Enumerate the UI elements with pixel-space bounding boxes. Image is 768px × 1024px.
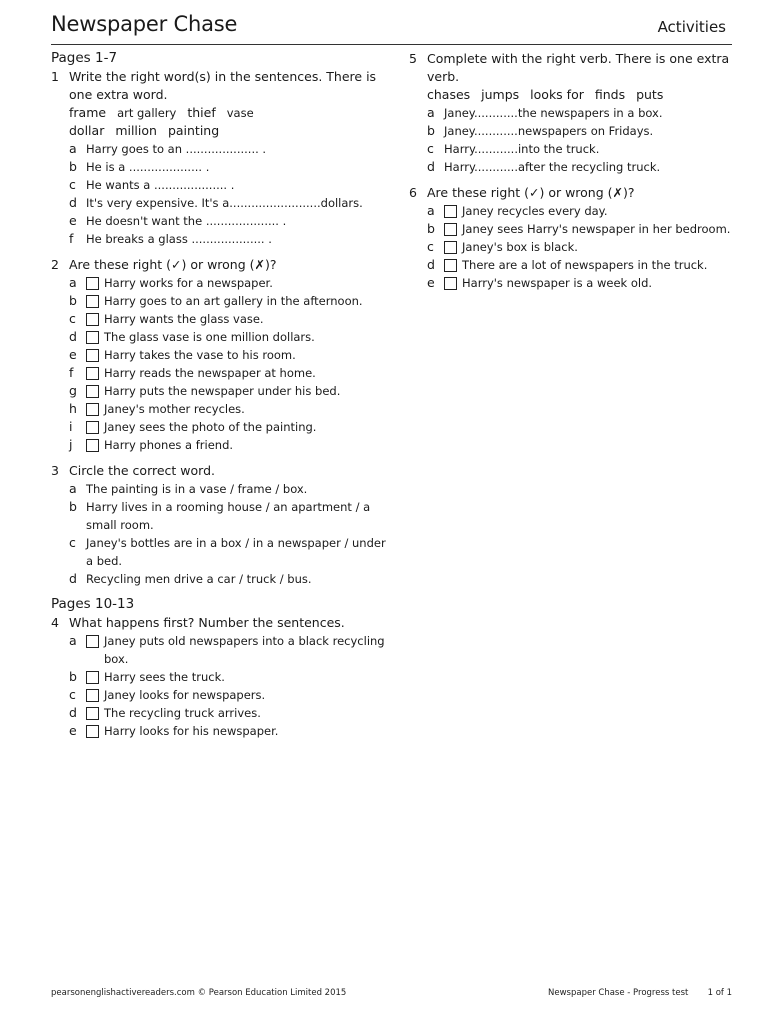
item-text: Harry works for a newspaper. bbox=[104, 276, 273, 290]
item-text: Janey's mother recycles. bbox=[104, 402, 245, 416]
question-number: 2 bbox=[51, 257, 59, 272]
word: dollar bbox=[69, 123, 105, 138]
list-item bbox=[51, 310, 396, 328]
answer-checkbox[interactable] bbox=[444, 223, 457, 236]
list-item bbox=[409, 238, 732, 256]
item-text: Harry's newspaper is a week old. bbox=[462, 276, 653, 290]
word-bank bbox=[409, 86, 732, 104]
question-number: 1 bbox=[51, 69, 59, 84]
word-bank bbox=[51, 104, 396, 140]
answer-checkbox[interactable] bbox=[86, 385, 99, 398]
item-text: Janey sees Harry's newspaper in her bedroom. bbox=[462, 222, 731, 236]
item-letter: e bbox=[69, 213, 77, 228]
question-number: 3 bbox=[51, 463, 59, 478]
item-letter: a bbox=[427, 105, 435, 120]
item-text: He wants a .................... . bbox=[86, 178, 235, 192]
item-text: Harry puts the newspaper under his bed. bbox=[104, 384, 341, 398]
question-number: 5 bbox=[409, 51, 417, 66]
item-letter: b bbox=[69, 159, 77, 174]
item-letter: i bbox=[69, 419, 73, 434]
answer-checkbox[interactable] bbox=[86, 725, 99, 738]
word: vase bbox=[226, 106, 254, 120]
footer-info bbox=[548, 988, 732, 998]
list-item bbox=[409, 274, 732, 292]
list-item bbox=[51, 400, 396, 418]
item-letter: b bbox=[69, 499, 77, 514]
item-text: Recycling men drive a car / truck / bus. bbox=[86, 572, 312, 586]
word: puts bbox=[636, 87, 664, 102]
list-item bbox=[51, 534, 396, 570]
list-item bbox=[51, 292, 396, 310]
item-text: The glass vase is one million dollars. bbox=[104, 330, 315, 344]
question-text: Write the right word(s) in the sentences. There is one extra word. bbox=[69, 69, 377, 102]
list-item bbox=[51, 632, 396, 668]
item-letter: b bbox=[427, 221, 435, 236]
list-item bbox=[51, 230, 396, 248]
page-header bbox=[51, 12, 732, 45]
list-item bbox=[409, 202, 732, 220]
pages-heading: Pages 1-7 bbox=[51, 50, 118, 66]
list-item bbox=[51, 436, 396, 454]
list-item bbox=[51, 668, 396, 686]
left-column bbox=[51, 50, 396, 748]
answer-checkbox[interactable] bbox=[86, 277, 99, 290]
list-item bbox=[409, 158, 732, 176]
item-text: There are a lot of newspapers in the truck. bbox=[462, 258, 708, 272]
list-item bbox=[409, 256, 732, 274]
right-column bbox=[409, 50, 732, 300]
item-letter: c bbox=[69, 311, 76, 326]
list-item bbox=[409, 140, 732, 158]
item-letter: h bbox=[69, 401, 77, 416]
item-letter: j bbox=[69, 437, 73, 452]
list-item bbox=[51, 418, 396, 436]
answer-checkbox[interactable] bbox=[86, 671, 99, 684]
answer-checkbox[interactable] bbox=[86, 349, 99, 362]
item-letter: c bbox=[69, 177, 76, 192]
question-number: 4 bbox=[51, 615, 59, 630]
list-item bbox=[51, 382, 396, 400]
item-text: Janey looks for newspapers. bbox=[104, 688, 266, 702]
word: million bbox=[115, 123, 157, 138]
item-letter: d bbox=[427, 159, 435, 174]
item-letter: d bbox=[69, 571, 77, 586]
item-letter: c bbox=[427, 239, 434, 254]
footer-page-number: 1 of 1 bbox=[707, 988, 732, 998]
answer-checkbox[interactable] bbox=[86, 295, 99, 308]
item-letter: a bbox=[69, 141, 77, 156]
item-text: Harry............after the recycling truck. bbox=[444, 160, 661, 174]
item-text: Harry sees the truck. bbox=[104, 670, 225, 684]
answer-checkbox[interactable] bbox=[444, 259, 457, 272]
list-item bbox=[51, 704, 396, 722]
question-5 bbox=[409, 50, 732, 176]
list-item bbox=[51, 176, 396, 194]
list-item bbox=[51, 212, 396, 230]
list-item bbox=[51, 498, 396, 534]
item-letter: d bbox=[427, 257, 435, 272]
item-text: Janey recycles every day. bbox=[462, 204, 608, 218]
footer-doc-title: Newspaper Chase - Progress test bbox=[548, 988, 689, 998]
answer-checkbox[interactable] bbox=[86, 439, 99, 452]
item-text: Janey sees the photo of the painting. bbox=[104, 420, 317, 434]
item-letter: a bbox=[69, 275, 77, 290]
answer-checkbox[interactable] bbox=[444, 205, 457, 218]
item-text: Harry goes to an art gallery in the afternoon. bbox=[104, 294, 363, 308]
answer-checkbox[interactable] bbox=[86, 707, 99, 720]
item-letter: f bbox=[69, 365, 74, 380]
list-item bbox=[51, 686, 396, 704]
item-text: Harry goes to an .................... . bbox=[86, 142, 267, 156]
list-item bbox=[409, 220, 732, 238]
word: jumps bbox=[481, 87, 520, 102]
item-letter: d bbox=[69, 329, 77, 344]
item-letter: e bbox=[69, 347, 77, 362]
item-letter: a bbox=[69, 633, 77, 648]
item-letter: e bbox=[427, 275, 435, 290]
item-letter: a bbox=[69, 481, 77, 496]
item-text: Harry............into the truck. bbox=[444, 142, 600, 156]
question-1 bbox=[51, 68, 396, 248]
question-text: Are these right (✓) or wrong (✗)? bbox=[69, 257, 277, 272]
item-text: Harry wants the glass vase. bbox=[104, 312, 264, 326]
item-text: It's very expensive. It's a.........................dollars. bbox=[86, 196, 363, 210]
word: thief bbox=[187, 105, 216, 120]
question-3 bbox=[51, 462, 396, 588]
item-letter: b bbox=[69, 293, 77, 308]
answer-checkbox[interactable] bbox=[86, 331, 99, 344]
item-letter: b bbox=[69, 669, 77, 684]
question-text: Complete with the right verb. There is one extra verb. bbox=[427, 51, 730, 84]
answer-checkbox[interactable] bbox=[86, 367, 99, 380]
section-label: Activities bbox=[657, 18, 726, 36]
item-letter: d bbox=[69, 705, 77, 720]
item-text: The painting is in a vase / frame / box. bbox=[86, 482, 308, 496]
word: looks for bbox=[530, 87, 584, 102]
list-item bbox=[51, 570, 396, 588]
item-text: Harry takes the vase to his room. bbox=[104, 348, 296, 362]
item-letter: g bbox=[69, 383, 77, 398]
item-text: Janey's box is black. bbox=[462, 240, 578, 254]
list-item bbox=[51, 480, 396, 498]
item-text: Harry looks for his newspaper. bbox=[104, 724, 279, 738]
question-text: What happens first? Number the sentences. bbox=[69, 615, 345, 630]
answer-checkbox[interactable] bbox=[86, 689, 99, 702]
question-text: Circle the correct word. bbox=[69, 463, 216, 478]
item-letter: f bbox=[69, 231, 74, 246]
answer-checkbox[interactable] bbox=[86, 403, 99, 416]
list-item bbox=[51, 194, 396, 212]
item-letter: a bbox=[427, 203, 435, 218]
question-2 bbox=[51, 256, 396, 454]
answer-checkbox[interactable] bbox=[444, 277, 457, 290]
list-item bbox=[51, 364, 396, 382]
item-letter: c bbox=[427, 141, 434, 156]
item-text: Janey............the newspapers in a box. bbox=[444, 106, 663, 120]
answer-checkbox[interactable] bbox=[86, 635, 99, 648]
list-item bbox=[51, 274, 396, 292]
list-item bbox=[51, 722, 396, 740]
item-letter: e bbox=[69, 723, 77, 738]
item-text: He breaks a glass .................... . bbox=[86, 232, 272, 246]
answer-checkbox[interactable] bbox=[86, 313, 99, 326]
item-text: Janey............newspapers on Fridays. bbox=[444, 124, 654, 138]
list-item bbox=[51, 346, 396, 364]
item-text: Janey's bottles are in a box / in a newspaper / under a bed. bbox=[86, 536, 386, 568]
list-item bbox=[409, 122, 732, 140]
word: painting bbox=[167, 123, 220, 138]
word: chases bbox=[427, 87, 471, 102]
pages-heading: Pages 10-13 bbox=[51, 596, 135, 612]
item-text: Janey puts old newspapers into a black recycling box. bbox=[104, 634, 385, 666]
footer-copyright: pearsonenglishactivereaders.com © Pearson Education Limited 2015 bbox=[51, 988, 347, 998]
item-text: Harry reads the newspaper at home. bbox=[104, 366, 316, 380]
page-title: Newspaper Chase bbox=[51, 12, 238, 36]
item-text: He doesn't want the .................... . bbox=[86, 214, 287, 228]
item-letter: c bbox=[69, 687, 76, 702]
list-item bbox=[409, 104, 732, 122]
list-item bbox=[51, 328, 396, 346]
question-number: 6 bbox=[409, 185, 417, 200]
item-text: Harry phones a friend. bbox=[104, 438, 234, 452]
word: finds bbox=[594, 87, 626, 102]
question-6 bbox=[409, 184, 732, 292]
list-item bbox=[51, 158, 396, 176]
question-text: Are these right (✓) or wrong (✗)? bbox=[427, 185, 635, 200]
question-4 bbox=[51, 614, 396, 740]
list-item bbox=[51, 140, 396, 158]
word: frame bbox=[69, 105, 107, 120]
answer-checkbox[interactable] bbox=[444, 241, 457, 254]
answer-checkbox[interactable] bbox=[86, 421, 99, 434]
item-text: Harry lives in a rooming house / an apartment / a small room. bbox=[86, 500, 371, 532]
item-letter: b bbox=[427, 123, 435, 138]
item-text: The recycling truck arrives. bbox=[104, 706, 261, 720]
item-text: He is a .................... . bbox=[86, 160, 210, 174]
word: art gallery bbox=[117, 106, 177, 120]
item-letter: c bbox=[69, 535, 76, 550]
item-letter: d bbox=[69, 195, 77, 210]
